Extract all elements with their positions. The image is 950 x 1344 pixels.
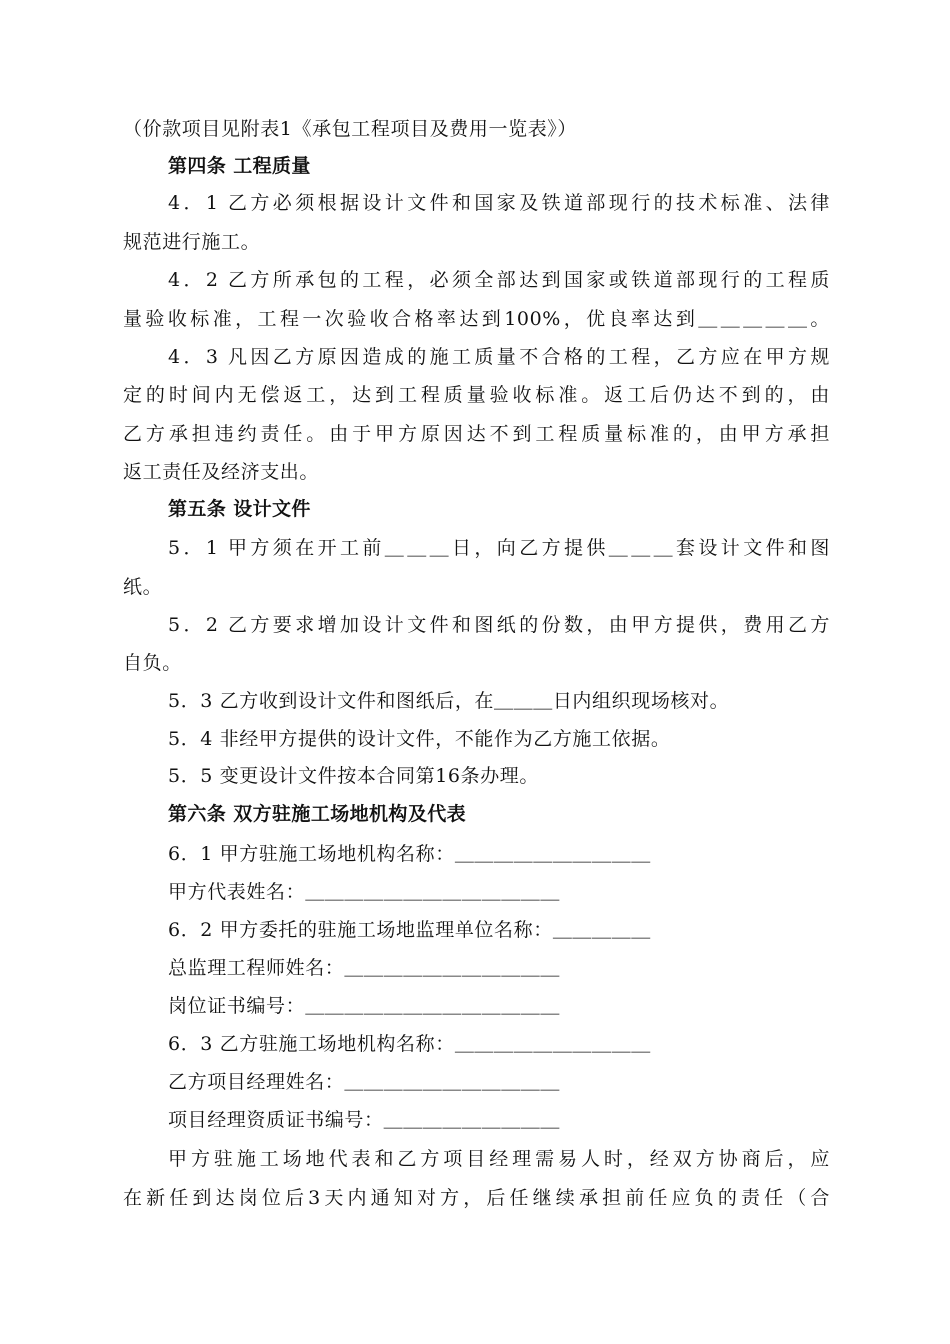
article-5-heading: 第五条 设计文件 <box>168 498 311 520</box>
clause-4-1-line-1: 4．1 乙方必须根据设计文件和国家及铁道部现行的技术标准、法律 <box>168 192 830 214</box>
closing-paragraph-line-2: 在新任到达岗位后3天内通知对方，后任继续承担前任应负的责任（合 <box>123 1187 830 1209</box>
clause-6-3: 6．3 乙方驻施工场地机构名称：＿＿＿＿＿＿＿＿＿＿ <box>168 1033 651 1055</box>
clause-4-3-line-4: 返工责任及经济支出。 <box>123 461 320 483</box>
clause-4-1-line-2: 规范进行施工。 <box>123 231 261 253</box>
clause-5-2-line-2: 自负。 <box>123 652 182 674</box>
clause-6-3-certificate: 项目经理资质证书编号：＿＿＿＿＿＿＿＿＿ <box>168 1109 561 1131</box>
clause-6-3-project-manager: 乙方项目经理姓名：＿＿＿＿＿＿＿＿＿＿＿ <box>168 1071 561 1093</box>
clause-4-2-line-2: 量验收标准，工程一次验收合格率达到100%，优良率达到＿＿＿＿＿。 <box>123 308 830 330</box>
intro-note: （价款项目见附表1《承包工程项目及费用一览表》） <box>123 118 577 140</box>
clause-5-1-line-1: 5．1 甲方须在开工前＿＿＿日，向乙方提供＿＿＿套设计文件和图 <box>168 537 830 559</box>
article-6-heading: 第六条 双方驻施工场地机构及代表 <box>168 803 467 825</box>
clause-4-3-line-3: 乙方承担违约责任。由于甲方原因达不到工程质量标准的，由甲方承担 <box>123 423 830 445</box>
clause-5-3: 5．3 乙方收到设计文件和图纸后，在＿＿＿日内组织现场核对。 <box>168 690 730 712</box>
clause-6-1: 6．1 甲方驻施工场地机构名称：＿＿＿＿＿＿＿＿＿＿ <box>168 843 651 865</box>
clause-4-3-line-2: 定的时间内无偿返工，达到工程质量验收标准。返工后仍达不到的，由 <box>123 384 830 406</box>
clause-4-2-line-1: 4．2 乙方所承包的工程，必须全部达到国家或铁道部现行的工程质 <box>168 269 830 291</box>
clause-5-1-line-2: 纸。 <box>123 576 163 598</box>
clause-6-2: 6．2 甲方委托的驻施工场地监理单位名称：＿＿＿＿＿ <box>168 919 651 941</box>
clause-5-2-line-1: 5．2 乙方要求增加设计文件和图纸的份数，由甲方提供，费用乙方 <box>168 614 830 636</box>
clause-6-2-certificate: 岗位证书编号：＿＿＿＿＿＿＿＿＿＿＿＿＿ <box>168 995 561 1017</box>
article-4-heading: 第四条 工程质量 <box>168 155 311 177</box>
clause-6-1-representative: 甲方代表姓名：＿＿＿＿＿＿＿＿＿＿＿＿＿ <box>168 881 561 903</box>
clause-6-2-chief-engineer: 总监理工程师姓名：＿＿＿＿＿＿＿＿＿＿＿ <box>168 957 561 979</box>
clause-4-3-line-1: 4．3 凡因乙方原因造成的施工质量不合格的工程，乙方应在甲方规 <box>168 346 830 368</box>
closing-paragraph-line-1: 甲方驻施工场地代表和乙方项目经理需易人时，经双方协商后，应 <box>168 1148 830 1170</box>
clause-5-4: 5．4 非经甲方提供的设计文件，不能作为乙方施工依据。 <box>168 728 671 750</box>
clause-5-5: 5．5 变更设计文件按本合同第16条办理。 <box>168 765 539 787</box>
